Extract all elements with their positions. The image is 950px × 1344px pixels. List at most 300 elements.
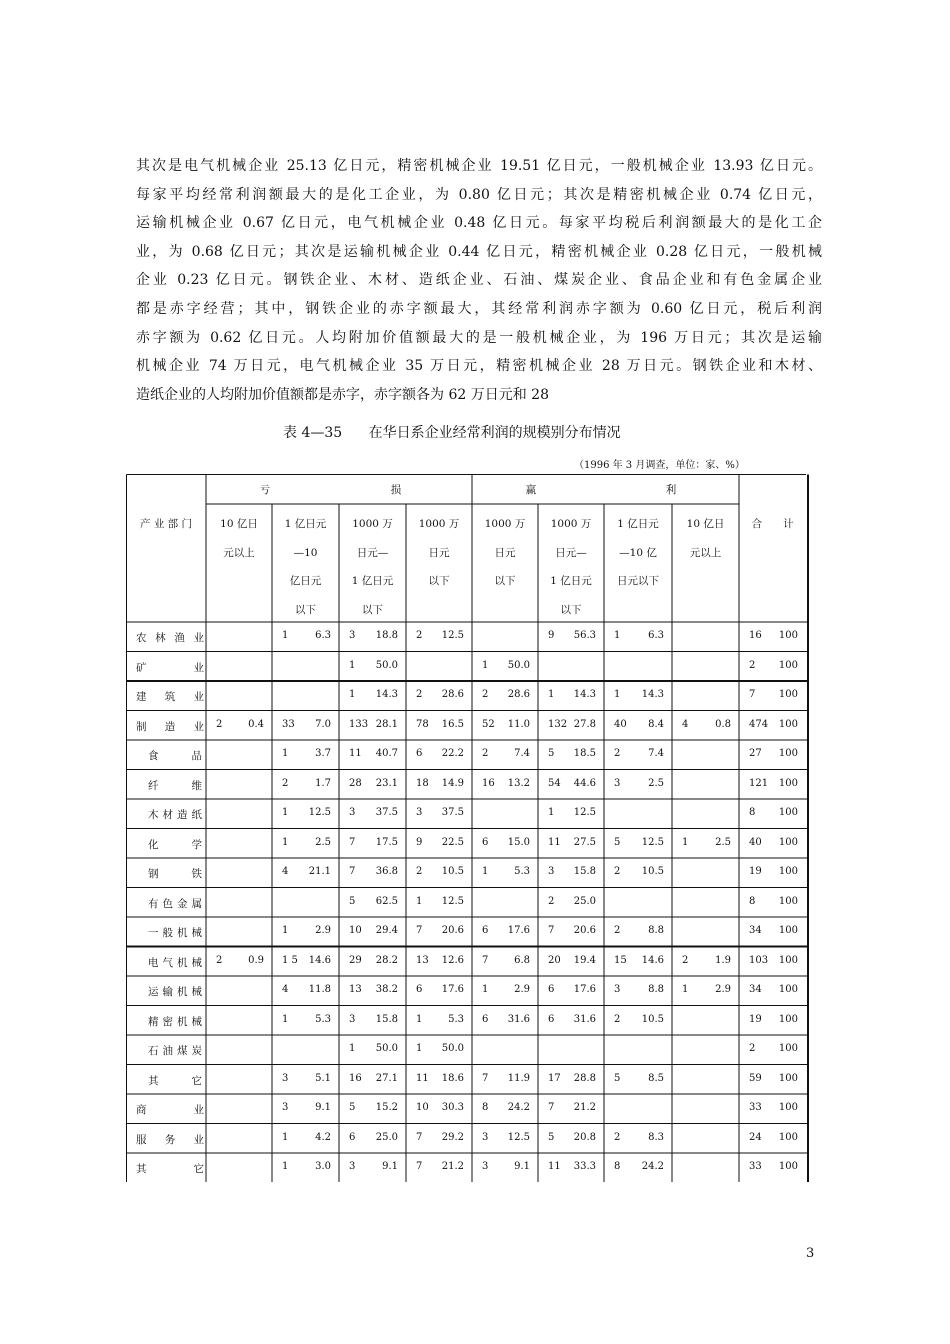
- cell-total-percent: 100: [778, 925, 798, 936]
- column-header-label: 以下: [494, 575, 516, 587]
- cell-count: 7: [416, 1161, 423, 1172]
- cell-percent: 8.5: [648, 1072, 664, 1084]
- cell-percent: 12.5: [573, 807, 596, 818]
- cell-percent: 10.5: [641, 866, 664, 877]
- cell-percent: 19.4: [573, 954, 596, 966]
- cell-count: 1: [482, 984, 489, 995]
- cell-percent: 14.3: [375, 689, 398, 700]
- cell-percent: 56.3: [573, 630, 596, 641]
- cell-percent: 2.5: [315, 836, 331, 848]
- cell-count: 1: [614, 689, 621, 700]
- cell-count: 7: [548, 925, 555, 936]
- cell-percent: 20.6: [573, 925, 596, 936]
- cell-count: 2: [614, 1131, 621, 1143]
- column-header-label: 日元—: [356, 546, 389, 559]
- cell-total-percent: 100: [778, 1013, 798, 1025]
- column-header-label: —10: [293, 546, 318, 559]
- cell-count: 6: [416, 748, 423, 759]
- cell-count: 5: [349, 1102, 356, 1113]
- cell-percent: 17.6: [441, 984, 464, 995]
- cell-total-count: 27: [749, 748, 762, 759]
- cell-total-percent: 100: [778, 836, 798, 848]
- cell-percent: 9.1: [315, 1102, 331, 1113]
- cell-percent: 2.9: [514, 984, 530, 995]
- cell-percent: 36.8: [375, 866, 398, 877]
- paragraph-line: 运输机械企业 0.67 亿日元，电气机械企业 0.48 亿日元。每家平均税后利润额最大的是化工企: [136, 215, 822, 232]
- cell-percent: 12.5: [507, 1131, 530, 1143]
- cell-count: 2: [416, 630, 423, 641]
- cell-percent: 50.0: [375, 659, 398, 671]
- cell-total-count: 40: [749, 836, 762, 848]
- cell-count: 52: [482, 718, 495, 730]
- cell-count: 7: [349, 836, 356, 848]
- cell-count: 8: [482, 1102, 489, 1113]
- cell-percent: 0.8: [715, 718, 731, 730]
- cell-percent: 16.5: [441, 718, 464, 730]
- header-industry: 产 业 部 门: [139, 518, 192, 530]
- cell-percent: 7.4: [514, 748, 530, 759]
- column-header-label: 1 亿日元: [284, 518, 327, 530]
- cell-percent: 11.0: [507, 718, 530, 730]
- table-caption: [283, 421, 621, 445]
- cell-total-count: 121: [749, 777, 769, 789]
- cell-count: 6: [482, 836, 489, 848]
- row-label: 制 造 业: [136, 720, 204, 733]
- cell-percent: 21.2: [573, 1102, 596, 1113]
- column-header-label: 亿日元: [289, 575, 322, 587]
- cell-count: 2: [216, 954, 223, 966]
- cell-percent: 4.2: [315, 1131, 331, 1143]
- row-label: 运输机械: [148, 986, 202, 998]
- cell-percent: 31.6: [507, 1013, 530, 1025]
- cell-count: 9: [548, 630, 555, 641]
- cell-total-percent: 100: [778, 777, 798, 789]
- cell-total-count: 33: [749, 1102, 762, 1113]
- cell-count: 11: [548, 1161, 561, 1172]
- cell-count: 1: [282, 807, 289, 818]
- cell-count: 3: [416, 807, 423, 818]
- cell-count: 1: [416, 895, 423, 907]
- cell-percent: 14.6: [308, 954, 331, 966]
- column-header-label: 以下: [560, 603, 582, 616]
- cell-percent: 28.1: [375, 718, 398, 730]
- cell-percent: 38.2: [375, 984, 398, 995]
- cell-count: 3: [614, 984, 621, 995]
- cell-count: 4: [682, 718, 689, 730]
- cell-percent: 2.9: [315, 925, 331, 936]
- row-label: 建 筑 业: [136, 691, 204, 703]
- cell-percent: 31.6: [573, 1013, 596, 1025]
- cell-percent: 37.5: [375, 807, 398, 818]
- cell-percent: 9.1: [514, 1161, 530, 1172]
- cell-count: 1: [282, 1131, 289, 1143]
- cell-total-percent: 100: [778, 1043, 798, 1054]
- cell-count: 1: [282, 630, 289, 641]
- cell-count: 78: [416, 718, 429, 730]
- cell-count: 3: [349, 1161, 356, 1172]
- cell-count: 3: [482, 1131, 489, 1143]
- cell-percent: 10.5: [641, 1013, 664, 1025]
- cell-percent: 13.2: [507, 777, 530, 789]
- cell-percent: 15.8: [375, 1013, 398, 1025]
- cell-total-count: 2: [749, 1043, 756, 1054]
- cell-count: 6: [548, 984, 555, 995]
- cell-percent: 14.3: [573, 689, 596, 700]
- cell-count: 5: [349, 895, 356, 907]
- column-header-label: 1 亿日元: [550, 575, 592, 587]
- cell-percent: 7.0: [315, 718, 331, 730]
- cell-count: 2: [282, 777, 289, 789]
- cell-percent: 1.7: [315, 777, 331, 789]
- cell-count: 40: [614, 718, 627, 730]
- cell-count: 2: [416, 866, 423, 877]
- cell-total-percent: 100: [778, 807, 798, 818]
- cell-percent: 23.1: [375, 777, 398, 789]
- column-header-label: 1000 万: [484, 518, 526, 530]
- row-label: 电气机械: [148, 956, 202, 969]
- cell-percent: 12.5: [308, 807, 331, 818]
- cell-count: 5: [614, 836, 621, 848]
- cell-count: 2: [482, 689, 489, 700]
- column-header-label: 1000 万: [352, 518, 393, 530]
- cell-count: 3: [548, 866, 555, 877]
- cell-count: 3: [349, 1013, 356, 1025]
- cell-count: 2: [482, 748, 489, 759]
- table-note: （1996 年 3 月调查，单位：家、%）: [574, 460, 745, 471]
- cell-count: 132: [548, 718, 568, 730]
- cell-percent: 21.1: [308, 866, 331, 877]
- cell-count: 4: [282, 866, 289, 877]
- cell-total-percent: 100: [778, 689, 798, 700]
- cell-percent: 10.5: [441, 866, 464, 877]
- row-label: 服 务 业: [136, 1133, 204, 1146]
- cell-count: 7: [482, 1072, 489, 1084]
- cell-count: 2: [614, 866, 621, 877]
- cell-percent: 14.9: [441, 777, 464, 789]
- cell-percent: 50.0: [375, 1043, 398, 1054]
- cell-total-percent: 100: [778, 630, 798, 641]
- cell-percent: 15.0: [507, 836, 530, 848]
- cell-percent: 14.6: [641, 954, 664, 966]
- column-header-label: 1 亿日元: [617, 518, 659, 530]
- cell-percent: 44.6: [573, 777, 596, 789]
- column-header-label: 元以上: [223, 546, 255, 559]
- cell-count: 5: [548, 748, 555, 759]
- cell-count: 1: [282, 1161, 289, 1172]
- column-header-label: 10 亿日: [686, 518, 725, 530]
- paragraph-line: 其次是电气机械企业 25.13 亿日元，精密机械企业 19.51 亿日元，一般机械企业 13.93 亿日元。: [136, 158, 822, 174]
- cell-percent: 28.6: [507, 689, 530, 700]
- cell-percent: 7.4: [648, 748, 664, 759]
- cell-total-percent: 100: [778, 1131, 798, 1143]
- column-header-label: 日元: [494, 546, 516, 559]
- cell-count: 3: [282, 1072, 289, 1084]
- row-label: 商 业: [136, 1104, 204, 1116]
- cell-count: 54: [548, 777, 561, 789]
- cell-percent: 12.5: [641, 836, 664, 848]
- page-number: 3: [806, 1246, 815, 1261]
- cell-percent: 24.2: [507, 1102, 530, 1113]
- row-label: 有色金属: [148, 897, 202, 910]
- cell-count: 1: [548, 807, 555, 818]
- cell-count: 6: [482, 925, 489, 936]
- paragraph-line: 赤字额为 0.62 亿日元。人均附加价值额最大的是一般机械企业，为 196 万日元；其次是运输: [136, 329, 822, 346]
- cell-total-count: 34: [749, 984, 762, 995]
- cell-total-percent: 100: [778, 954, 798, 966]
- paragraph-line: 造纸企业的人均附加价值额都是赤字，赤字额各为 62 万日元和 28: [136, 386, 549, 403]
- paragraph-line: 机械企业 74 万日元，电气机械企业 35 万日元，精密机械企业 28 万日元。钢铁企业和木材、: [136, 358, 822, 375]
- cell-total-count: 59: [749, 1072, 762, 1084]
- cell-total-percent: 100: [778, 659, 798, 671]
- cell-percent: 8.8: [648, 925, 664, 936]
- cell-percent: 6.3: [648, 630, 664, 641]
- cell-count: 1: [416, 1013, 423, 1025]
- cell-count: 3: [282, 1102, 289, 1113]
- cell-percent: 5.1: [315, 1072, 331, 1084]
- cell-percent: 14.3: [641, 689, 664, 700]
- cell-total-count: 103: [749, 954, 769, 966]
- cell-percent: 17.6: [507, 925, 530, 936]
- cell-total-percent: 100: [778, 748, 798, 759]
- row-label: 食 品: [148, 750, 202, 762]
- cell-percent: 11.9: [507, 1072, 530, 1084]
- header-loss-char: 损: [390, 484, 402, 496]
- cell-count: 7: [482, 954, 489, 966]
- cell-percent: 28.6: [441, 689, 464, 700]
- header-loss-char: 亏: [259, 484, 271, 496]
- header-total: 合 计: [751, 518, 794, 530]
- cell-count: 2: [682, 954, 689, 966]
- cell-percent: 30.3: [441, 1102, 464, 1113]
- cell-count: 1: [349, 1043, 356, 1054]
- cell-count: 7: [416, 925, 423, 936]
- cell-count: 17: [548, 1072, 561, 1084]
- cell-percent: 33.3: [573, 1161, 596, 1172]
- cell-count: 1: [682, 984, 689, 995]
- cell-percent: 50.0: [441, 1043, 464, 1054]
- column-header-label: 元以上: [689, 546, 722, 559]
- cell-percent: 15.8: [573, 866, 596, 877]
- cell-percent: 21.2: [441, 1161, 464, 1172]
- paragraph-line: 每家平均经常利润额最大的是化工企业，为 0.80 亿日元；其次是精密机械企业 0.74 亿日元，: [136, 186, 822, 203]
- cell-percent: 28.8: [573, 1072, 596, 1084]
- cell-count: 9: [416, 836, 423, 848]
- column-header-label: 日元: [428, 546, 450, 559]
- body-paragraph: [136, 152, 822, 409]
- cell-count: 6: [349, 1131, 356, 1143]
- cell-total-count: 2: [749, 659, 756, 671]
- column-header-label: 以下: [428, 575, 450, 587]
- data-table: [126, 474, 809, 1182]
- cell-total-count: 8: [749, 895, 756, 907]
- cell-count: 1: [416, 1043, 423, 1054]
- cell-count: 13: [349, 984, 362, 995]
- cell-percent: 12.5: [441, 895, 464, 907]
- cell-percent: 12.5: [441, 630, 464, 641]
- cell-percent: 25.0: [573, 895, 596, 907]
- cell-percent: 18.8: [375, 630, 398, 641]
- cell-percent: 6.3: [315, 630, 331, 641]
- table-number: 表 4—35: [283, 425, 343, 441]
- cell-percent: 2.5: [715, 836, 731, 848]
- cell-count: 1: [548, 689, 555, 700]
- cell-count: 1: [482, 659, 489, 671]
- cell-total-count: 16: [749, 630, 762, 641]
- cell-count: 10: [349, 925, 362, 936]
- cell-count: 10: [416, 1102, 429, 1113]
- cell-count: 2: [416, 689, 423, 700]
- cell-count: 1: [282, 748, 289, 759]
- cell-total-percent: 100: [778, 1161, 798, 1172]
- cell-count: 18: [416, 777, 429, 789]
- cell-percent: 3.7: [315, 748, 331, 759]
- cell-count: 11: [548, 836, 561, 848]
- column-header-label: 以下: [362, 603, 383, 616]
- cell-count: 1: [349, 689, 356, 700]
- cell-percent: 5.3: [315, 1013, 331, 1025]
- cell-total-percent: 100: [778, 895, 798, 907]
- cell-percent: 1.9: [715, 954, 731, 966]
- cell-percent: 6.8: [514, 954, 530, 966]
- cell-count: 7: [416, 1131, 423, 1143]
- cell-percent: 29.2: [441, 1131, 464, 1143]
- cell-count: 6: [482, 1013, 489, 1025]
- cell-percent: 28.2: [375, 954, 398, 966]
- cell-count: 33: [282, 718, 295, 730]
- cell-count: 16: [349, 1072, 362, 1084]
- cell-count: 1: [349, 659, 356, 671]
- row-label: 矿 业: [136, 661, 204, 674]
- cell-percent: 40.7: [375, 748, 398, 759]
- cell-total-percent: 100: [778, 1102, 798, 1113]
- cell-count: 7: [349, 866, 356, 877]
- cell-percent: 11.8: [308, 984, 331, 995]
- cell-percent: 0.9: [248, 954, 264, 966]
- cell-percent: 18.6: [441, 1072, 464, 1084]
- cell-percent: 27.5: [573, 836, 596, 848]
- column-header-label: 以下: [295, 603, 316, 616]
- column-header-label: 10 亿日: [220, 518, 258, 530]
- cell-count: 28: [349, 777, 362, 789]
- cell-percent: 3.0: [315, 1161, 331, 1172]
- cell-percent: 20.6: [441, 925, 464, 936]
- cell-percent: 62.5: [375, 895, 398, 907]
- cell-percent: 12.6: [441, 954, 464, 966]
- cell-count: 3: [482, 1161, 489, 1172]
- row-label: 钢 铁: [148, 868, 202, 880]
- column-header-label: 日元以下: [617, 575, 659, 587]
- cell-percent: 22.2: [441, 748, 464, 759]
- row-label: 农 林 渔 业: [136, 632, 204, 644]
- cell-count: 3: [614, 777, 621, 789]
- cell-percent: 20.8: [573, 1131, 596, 1143]
- cell-count: 3: [349, 807, 356, 818]
- paragraph-line: 业，为 0.68 亿日元；其次是运输机械企业 0.44 亿日元，精密机械企业 0.28 亿日元，一般机械: [136, 243, 822, 260]
- row-label: 化 学: [148, 838, 202, 851]
- cell-count: 7: [548, 1102, 555, 1113]
- cell-percent: 0.4: [248, 718, 264, 730]
- cell-count: 2: [614, 748, 621, 759]
- column-header-label: —10 亿: [619, 546, 657, 559]
- cell-total-count: 33: [749, 1161, 762, 1172]
- cell-percent: 18.5: [573, 748, 596, 759]
- cell-count: 29: [349, 954, 362, 966]
- table-title: 在华日系企业经常利润的规模别分布情况: [368, 425, 621, 441]
- cell-percent: 29.4: [375, 925, 398, 936]
- paragraph-line: 企业 0.23 亿日元。钢铁企业、木材、造纸企业、石油、煤炭企业、食品企业和有色金属企业: [136, 272, 822, 289]
- cell-count: 16: [482, 777, 495, 789]
- cell-total-count: 474: [749, 718, 769, 730]
- cell-percent: 25.0: [375, 1131, 398, 1143]
- cell-count: 6: [548, 1013, 555, 1025]
- cell-count: 5: [614, 1072, 621, 1084]
- row-label: 一般机械: [148, 927, 202, 939]
- cell-count: 2: [614, 925, 621, 936]
- column-header-label: 日元—: [555, 546, 587, 559]
- cell-percent: 5.3: [448, 1013, 464, 1025]
- cell-total-percent: 100: [778, 718, 798, 730]
- cell-total-count: 34: [749, 925, 762, 936]
- row-label: 纤 维: [148, 779, 202, 792]
- row-label: 木材造纸: [148, 809, 202, 821]
- cell-percent: 8.3: [648, 1131, 664, 1143]
- cell-count: 15: [614, 954, 627, 966]
- cell-percent: 37.5: [441, 807, 464, 818]
- paragraph-line: 都是赤字经营；其中，钢铁企业的赤字额最大，其经常利润赤字额为 0.60 亿日元，税后利润: [136, 300, 822, 317]
- cell-count: 2: [548, 895, 555, 907]
- cell-percent: 17.6: [573, 984, 596, 995]
- cell-count: 1 5: [282, 954, 298, 966]
- header-profit-char: 赢: [525, 484, 537, 496]
- row-label: 精密机械: [148, 1015, 202, 1028]
- cell-percent: 27.1: [375, 1072, 398, 1084]
- cell-total-count: 7: [749, 689, 756, 700]
- header-profit-char: 利: [665, 484, 677, 496]
- cell-percent: 2.9: [715, 984, 731, 995]
- cell-percent: 22.5: [441, 836, 464, 848]
- cell-count: 2: [216, 718, 223, 730]
- cell-percent: 8.4: [648, 718, 664, 730]
- cell-count: 1: [614, 630, 621, 641]
- cell-count: 1: [482, 866, 489, 877]
- cell-percent: 2.5: [648, 777, 664, 789]
- cell-count: 2: [614, 1013, 621, 1025]
- cell-total-percent: 100: [778, 1072, 798, 1084]
- cell-percent: 17.5: [375, 836, 398, 848]
- cell-count: 5: [548, 1131, 555, 1143]
- cell-count: 11: [416, 1072, 429, 1084]
- cell-count: 1: [282, 836, 289, 848]
- cell-total-count: 8: [749, 807, 756, 818]
- cell-count: 1: [282, 925, 289, 936]
- cell-count: 133: [349, 718, 369, 730]
- cell-count: 13: [416, 954, 429, 966]
- row-label: 石油煤炭: [148, 1045, 202, 1057]
- cell-percent: 5.3: [514, 866, 530, 877]
- cell-total-count: 19: [749, 1013, 762, 1025]
- cell-count: 8: [614, 1161, 621, 1172]
- cell-percent: 15.2: [375, 1102, 398, 1113]
- cell-count: 1: [682, 836, 689, 848]
- row-label: 其 它: [136, 1163, 204, 1175]
- cell-total-percent: 100: [778, 984, 798, 995]
- cell-total-count: 19: [749, 866, 762, 877]
- cell-percent: 24.2: [641, 1161, 664, 1172]
- cell-percent: 9.1: [382, 1161, 398, 1172]
- cell-count: 4: [282, 984, 289, 995]
- column-header-label: 1000 万: [418, 518, 460, 530]
- cell-count: 20: [548, 954, 561, 966]
